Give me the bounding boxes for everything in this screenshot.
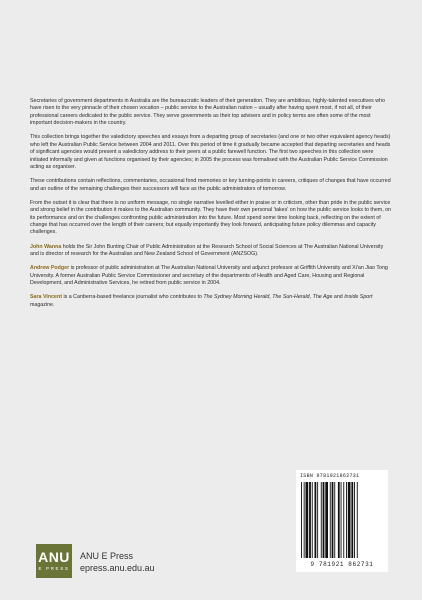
logo-sub-text: E PRESS xyxy=(38,566,70,571)
barcode-stripe xyxy=(351,482,353,558)
bio-text: , xyxy=(269,294,273,301)
barcode-stripe xyxy=(354,482,355,558)
paragraph-outset: From the outset it is clear that there is no uniform message, no single narrative levelled either in praise or in criticism, other than pride in the public service and strong belief in the contribution it makes to the Australian community. They have their own personal 'takes' on how the public service looks to them, on its performance and on the challenges confronting public administration into the future. Most spend some time looking back, reflecting on the extent of change that has occurred over the length of their careers; but equally importantly they look forward, anticipating future policy dilemmas and capacity challenges. xyxy=(30,199,392,236)
publication-title: The Sydney Morning Herald xyxy=(203,294,270,301)
barcode-stripe xyxy=(301,482,302,558)
barcode-digits: 9 781921 862731 xyxy=(310,561,374,568)
isbn-label: ISBN 9781921862731 xyxy=(300,473,360,479)
barcode-stripe xyxy=(312,482,313,558)
paragraph-intro: Secretaries of government departments in Australia are the bureaucratic leaders of their generation. They are ambitious, highly-talented executives who have risen to the very pinnacle of their chosen vocation – public service to the Australian nation – usually after having spent most, if not all, of their professional careers dedicated to the public service. They serve governments as their top advisers and in policy terms are often some of the most important decision-makers in the country. xyxy=(30,98,385,127)
barcode-stripe xyxy=(321,482,322,558)
barcode-stripe xyxy=(348,482,351,558)
barcode-stripe xyxy=(323,482,325,558)
bio-andrew-podger xyxy=(30,265,392,287)
isbn-barcode xyxy=(296,470,388,572)
barcode-stripe xyxy=(317,482,318,558)
publisher-name: ANU E Press xyxy=(80,551,134,561)
barcode-stripe xyxy=(304,482,305,558)
bio-text: is professor of public administration at The Australian National University and adjunct professor at Griffith University and Xi'an Jiao Tong University. A former Australian Public Service Commissioner and secretary of the departments of Health and Aged Care, Housing and Regional Development, and Administrative Services, he retired from public service in 2004. xyxy=(30,265,388,287)
paragraph-contributions: These contributions contain reflections, commentaries, occasional fond memories or key turning-points in careers, critiques of changes that have occurred and an outline of the remaining challenges their successors will face as the public administrators of tomorrow. xyxy=(30,178,391,192)
barcode-stripe xyxy=(325,482,328,558)
barcode-stripe xyxy=(357,482,358,558)
barcode-bars xyxy=(300,482,384,558)
blurb-text xyxy=(30,98,392,316)
bio-text: and xyxy=(332,294,345,301)
bio-name: John Wanna xyxy=(30,243,62,250)
bio-name: Sara Vincent xyxy=(30,294,62,301)
barcode-stripe xyxy=(346,482,347,558)
publication-title: Inside Sport xyxy=(344,294,373,301)
bio-text: is a Canberra-based freelance journalist who contributes to xyxy=(62,294,204,301)
paragraph-collection: This collection brings together the valedictory speeches and essays from a departing group of secretaries (and one or two other equivalent agency heads) who left the Australian Public Service between 2004 and 2011. Over this period of time it gradually became accepted that departing secretaries and heads of significant agencies would present a valedictory address to their peers at a public farewell function. The first two speeches in this collection were initiated informally and given at functions organised by their agencies; in 2005 the process was formalised with the Australian Public Service Commission acting as organiser. xyxy=(30,134,391,171)
barcode-stripe xyxy=(306,482,309,558)
anu-press-logo xyxy=(36,544,72,578)
publisher-info xyxy=(80,550,155,574)
barcode-stripe xyxy=(338,482,340,558)
bio-text: holds the Sir John Bunting Chair of Public Administration at the Research School of Social Sciences at The Australian National University and is director of research for the Australian and New Zealand School of Government (ANZSOG). xyxy=(30,243,384,258)
bio-sara-vincent xyxy=(30,294,392,309)
barcode-stripe xyxy=(334,482,335,558)
publication-title: The Age xyxy=(312,294,333,301)
bio-text: , xyxy=(309,294,313,301)
publication-title: The Sun-Herald xyxy=(272,294,310,301)
barcode-stripe xyxy=(332,482,334,558)
barcode-stripe xyxy=(330,482,331,558)
barcode-stripe xyxy=(343,482,344,558)
bio-name: Andrew Podger xyxy=(30,265,70,272)
logo-main-text: ANU xyxy=(38,549,70,565)
publisher-url: epress.anu.edu.au xyxy=(80,563,155,573)
bio-john-wanna xyxy=(30,244,392,259)
barcode-stripe xyxy=(315,482,317,558)
bio-text: magazine. xyxy=(30,301,55,308)
barcode-stripe xyxy=(309,482,311,558)
barcode-stripe xyxy=(341,482,342,558)
